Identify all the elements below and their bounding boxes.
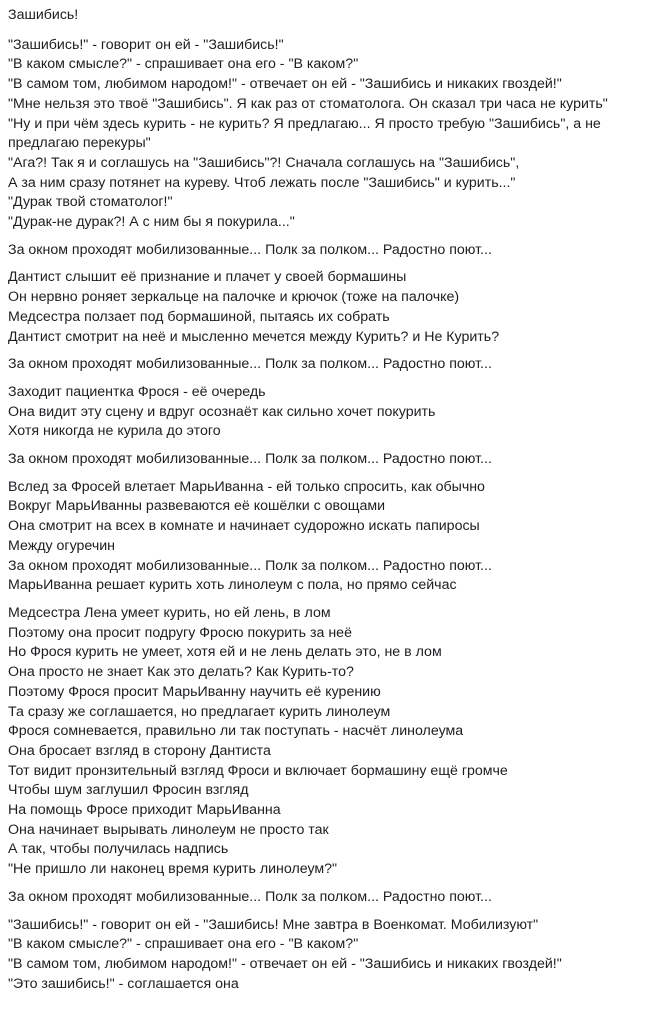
text-line: За окном проходят мобилизованные... Полк за полком... Радостно поют...	[8, 451, 492, 468]
text-line: "В каком смысле?" - спрашивает она его - "В каком?"	[8, 936, 359, 953]
paragraph	[8, 478, 656, 596]
text-line: Поэтому она просит подругу Фросю покурить за неё	[8, 624, 352, 641]
text-line: За окном проходят мобилизованные... Полк за полком... Радостно поют...	[8, 356, 492, 373]
text-line: Но Фрося курить не умеет, хотя ей и не лень делать это, не в лом	[8, 644, 442, 661]
text-line: Медсестра ползает под бормашиной, пытаясь их собрать	[8, 308, 390, 325]
paragraph	[8, 450, 656, 470]
text-line: А так, чтобы получилась надпись	[8, 841, 229, 858]
text-line: Между огуречин	[8, 537, 115, 554]
text-line: МарьИванна решает курить хоть линолеум с пола, но прямо сейчас	[8, 577, 457, 594]
text-line: Дантист слышит её признание и плачет у своей бормашины	[8, 269, 407, 286]
text-line: За окном проходят мобилизованные... Полк за полком... Радостно поют...	[8, 888, 492, 905]
text-line: Хотя никогда не курила до этого	[8, 423, 221, 440]
text-line: Тот видит пронзительный взгляд Фроси и включает бормашину ещё громче	[8, 762, 508, 779]
text-line: Та сразу же соглашается, но предлагает курить линолеум	[8, 703, 391, 720]
text-line: "Ну и при чём здесь курить - не курить? Я предлагаю... Я просто требую "Зашибись", а не предлагаю перекуры"	[8, 115, 601, 152]
text-line: Она видит эту сцену и вдруг осознаёт как сильно хочет покурить	[8, 403, 436, 420]
text-line: "В самом том, любимом народом!" - отвечает он ей - "Зашибись и никаких гвоздей!"	[8, 955, 562, 972]
paragraph	[8, 916, 656, 995]
text-line: А за ним сразу потянет на куреву. Чтоб лежать после "Зашибись" и курить..."	[8, 174, 516, 191]
text-line: Она просто не знает Как это делать? Как Курить-то?	[8, 664, 354, 681]
text-line: Фрося сомневается, правильно ли так поступать - насчёт линолеума	[8, 723, 464, 740]
text-line: "Это зашибись!" - соглашается она	[8, 975, 239, 992]
text-line: Вокруг МарьИванны развеваются её кошёлки с овощами	[8, 498, 386, 515]
text-line: Он нервно роняет зеркальце на палочке и крючок (тоже на палочке)	[8, 289, 460, 306]
paragraph	[8, 383, 656, 442]
text-line: Чтобы шум заглушил Фросин взгляд	[8, 782, 249, 799]
paragraph	[8, 241, 656, 261]
post-text	[8, 6, 656, 1002]
paragraph	[8, 604, 656, 880]
text-line: "Дурак твой стоматолог!"	[8, 194, 173, 211]
paragraph	[8, 36, 656, 233]
text-line: "Мне нельзя это твоё "Зашибись". Я как раз от стоматолога. Он сказал три часа не курить"	[8, 95, 608, 112]
text-line: Вслед за Фросей влетает МарьИванна - ей только спросить, как обычно	[8, 478, 485, 495]
text-line: "В самом том, любимом народом!" - отвечает он ей - "Зашибись и никаких гвоздей!"	[8, 76, 562, 93]
text-line: "Ага?! Так я и соглашусь на "Зашибись"?! Сначала соглашусь на "Зашибись",	[8, 154, 520, 171]
paragraph	[8, 355, 656, 375]
text-line: Она начинает вырывать линолеум не просто так	[8, 821, 329, 838]
text-line: "Зашибись!" - говорит он ей - "Зашибись! Мне завтра в Военкомат. Мобилизуют"	[8, 916, 539, 933]
paragraph	[8, 888, 656, 908]
post-body	[8, 36, 656, 995]
text-line: Она бросает взгляд в сторону Дантиста	[8, 742, 271, 759]
text-line: "Дурак-не дурак?! А с ним бы я покурила..."	[8, 214, 295, 231]
text-line: Медсестра Лена умеет курить, но ей лень, в лом	[8, 604, 331, 621]
text-line: "Не пришло ли наконец время курить линолеум?"	[8, 861, 338, 878]
text-line: Она смотрит на всех в комнате и начинает судорожно искать папиросы	[8, 518, 480, 535]
text-line: Поэтому Фрося просит МарьИванну научить её курению	[8, 683, 381, 700]
text-line: "В каком смысле?" - спрашивает она его - "В каком?"	[8, 56, 359, 73]
paragraph	[8, 268, 656, 347]
text-line: За окном проходят мобилизованные... Полк за полком... Радостно поют...	[8, 241, 492, 258]
text-line: "Зашибись!" - говорит он ей - "Зашибись!"	[8, 36, 284, 53]
text-line: Заходит пациентка Фрося - её очередь	[8, 383, 266, 400]
text-line: За окном проходят мобилизованные... Полк за полком... Радостно поют...	[8, 557, 492, 574]
text-line: На помощь Фросе приходит МарьИванна	[8, 802, 281, 819]
post-title: Зашибись!	[8, 7, 79, 23]
text-line: Дантист смотрит на неё и мысленно мечется между Курить? и Не Курить?	[8, 328, 500, 345]
